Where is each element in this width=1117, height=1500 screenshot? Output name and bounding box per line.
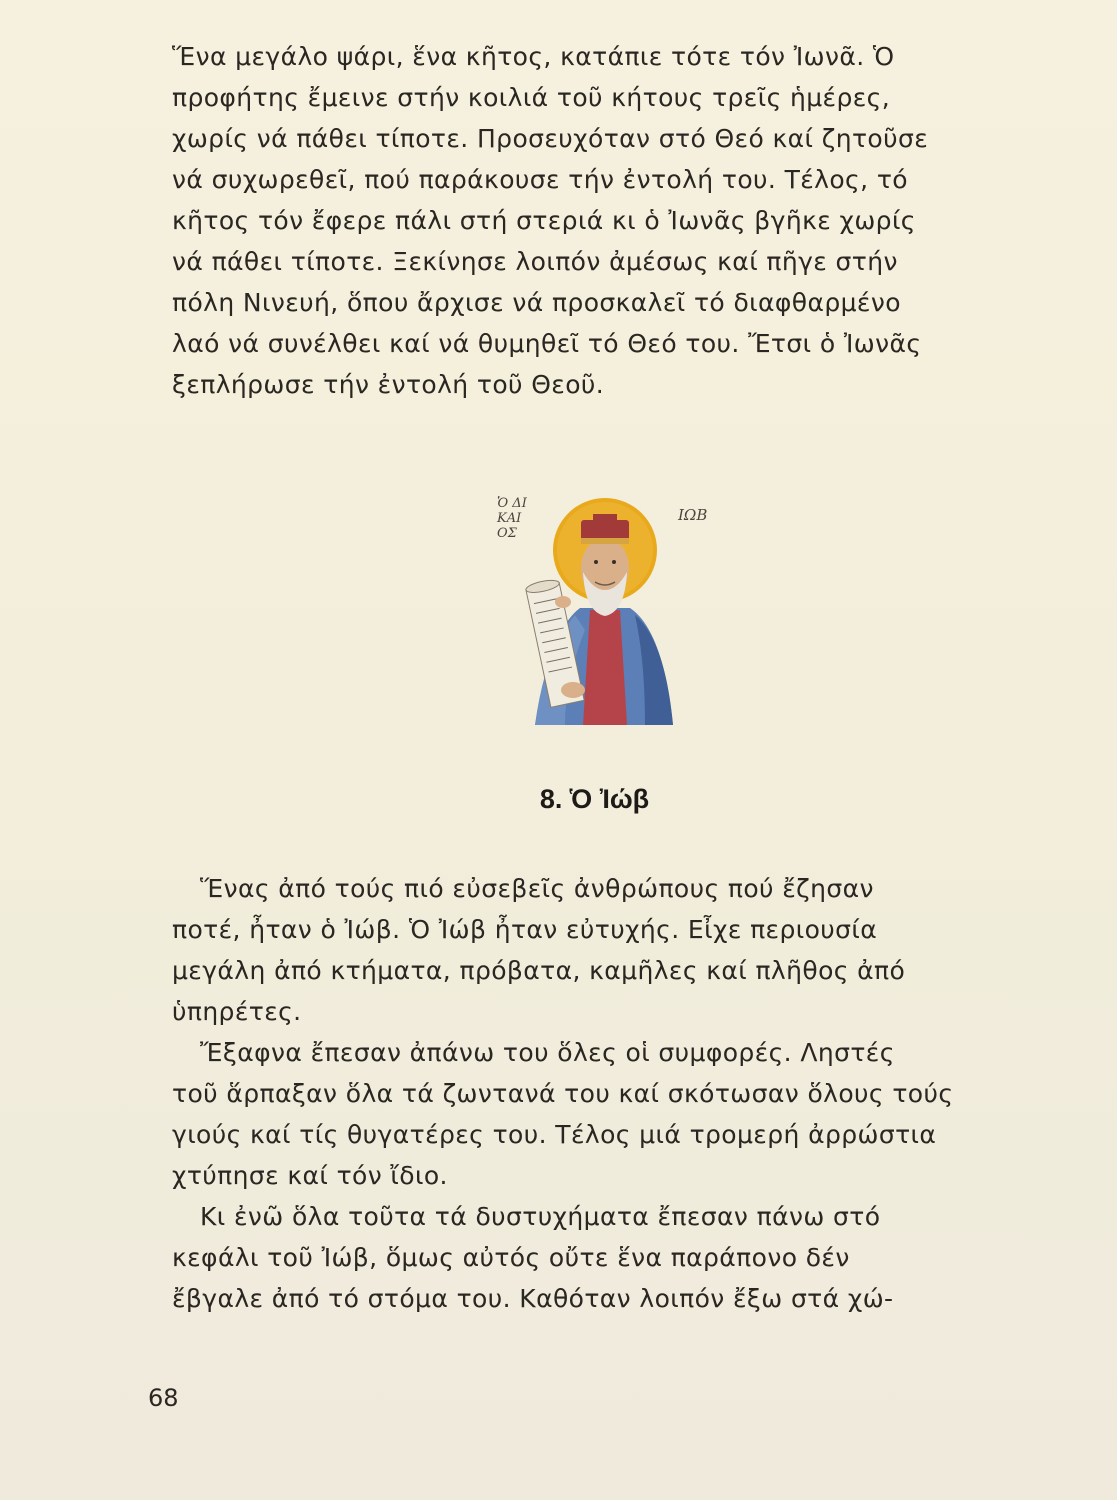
text-line: κῆτος τόν ἔφερε πάλι στή στεριά κι ὁ Ἰωνᾶς βγῆκε χωρίς — [172, 206, 916, 235]
text-line: Κι ἐνῶ ὅλα τοῦτα τά δυστυχήματα ἔπεσαν πάνω στό — [200, 1202, 881, 1231]
section-heading — [0, 784, 1117, 815]
inscription-line: ΚΑΙ — [497, 511, 522, 526]
icon-inscription-right: ΙΩΒ — [678, 506, 708, 524]
text-line: ἔβγαλε ἀπό τό στόμα του. Καθόταν λοιπόν ἔξω στά χώ- — [172, 1284, 894, 1313]
page-number: 68 — [148, 1384, 179, 1412]
paragraph-job-misfortunes — [172, 1032, 1034, 1196]
text-line: νά πάθει τίποτε. Ξεκίνησε λοιπόν ἀμέσως καί πῆγε στήν — [172, 247, 898, 276]
icon-inscription-left — [497, 496, 547, 541]
text-line: Ἕνα μεγάλο ψάρι, ἕνα κῆτος, κατάπιε τότε τόν Ἰωνᾶ. Ὁ — [172, 42, 895, 71]
inscription-line: ΟΣ — [497, 526, 517, 541]
text-line: νά συχωρεθεῖ, πού παράκουσε τήν ἐντολή του. Τέλος, τό — [172, 165, 908, 194]
paragraph-job-intro — [172, 868, 1034, 1032]
text-line: Ἔξαφνα ἔπεσαν ἀπάνω του ὅλες οἱ συμφορές. Ληστές — [200, 1038, 895, 1067]
paragraph-job-patience — [172, 1196, 1034, 1319]
text-line: ὑπηρέτες. — [172, 997, 302, 1026]
inscription-line: Ὁ ΔΙ — [497, 496, 527, 511]
text-line: χτύπησε καί τόν ἴδιο. — [172, 1161, 448, 1190]
text-line: ξεπλήρωσε τήν ἐντολή τοῦ Θεοῦ. — [172, 370, 605, 399]
text-line: ποτέ, ἦταν ὁ Ἰώβ. Ὁ Ἰώβ ἦταν εὐτυχής. Εἶχε περιουσία — [172, 915, 878, 944]
text-line: τοῦ ἅρπαξαν ὅλα τά ζωντανά του καί σκότωσαν ὅλους τούς — [172, 1079, 954, 1108]
paragraph-jonah-ending — [172, 36, 1034, 405]
text-line: Ἕνας ἀπό τούς πιό εὐσεβεῖς ἀνθρώπους πού ἔζησαν — [200, 874, 874, 903]
text-line: πόλη Νινευή, ὅπου ἄρχισε νά προσκαλεῖ τό διαφθαρμένο — [172, 288, 901, 317]
text-line: μεγάλη ἀπό κτήματα, πρόβατα, καμῆλες καί πλῆθος ἀπό — [172, 956, 906, 985]
text-line: κεφάλι τοῦ Ἰώβ, ὅμως αὐτός οὔτε ἕνα παράπονο δέν — [172, 1243, 850, 1272]
text-line: λαό νά συνέλθει καί νά θυμηθεῖ τό Θεό του. Ἔτσι ὁ Ἰωνᾶς — [172, 329, 922, 358]
text-line: γιούς καί τίς θυγατέρες του. Τέλος μιά τρομερή ἀρρώστια — [172, 1120, 937, 1149]
text-line: προφήτης ἔμεινε στήν κοιλιά τοῦ κήτους τρεῖς ἡμέρες, — [172, 83, 891, 112]
section-heading-text: 8. Ὁ Ἰώβ — [539, 784, 650, 814]
text-line: χωρίς νά πάθει τίποτε. Προσευχόταν στό Θεό καί ζητοῦσε — [172, 124, 929, 153]
